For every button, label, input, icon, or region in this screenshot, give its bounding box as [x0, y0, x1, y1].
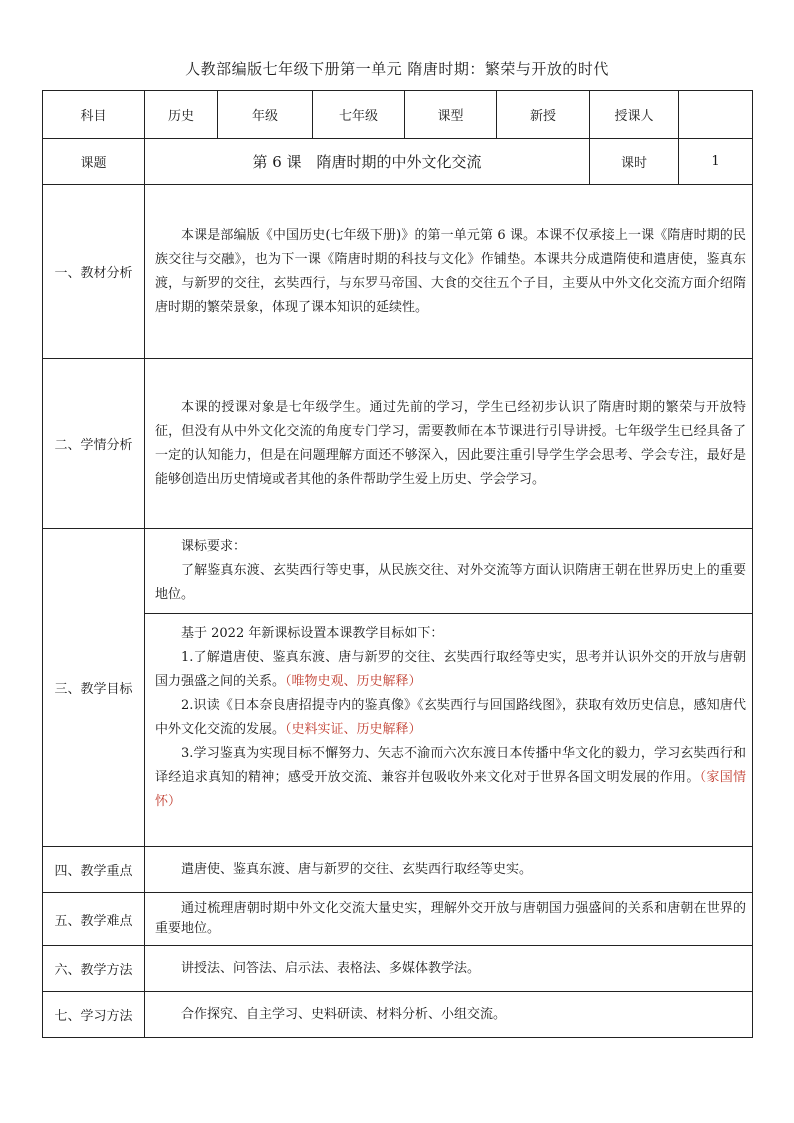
goal-2-literacy-tag: （史料实证、历史解释）: [285, 722, 422, 737]
textbook-analysis-row: [43, 185, 753, 359]
lesson-type-value: 新授: [497, 91, 590, 139]
teaching-goals-label: 三、教学目标: [43, 529, 145, 847]
curriculum-standard-text: 了解鉴真东渡、玄奘西行等史事，从民族交往、对外交流等方面认识隋唐王朝在世界历史上的重要地位。: [155, 563, 746, 602]
info-row: [43, 91, 753, 139]
goal-3-literacy-tag: （家国情怀）: [155, 770, 746, 809]
key-points-label: 四、教学重点: [43, 847, 145, 893]
topic-row: [43, 139, 753, 185]
goal-2: 2.识读《日本奈良唐招提寺内的鉴真像》《玄奘西行与回国路线图》，获取有效历史信息，感知唐代中外文化交流的发展。（史料实证、历史解释）: [155, 698, 746, 737]
student-analysis-text: 本课的授课对象是七年级学生。通过先前的学习，学生已经初步认识了隋唐时期的繁荣与开放特征，但没有从中外文化交流的角度专门学习，需要教师在本节课进行引导讲授。七年级学生已经具备了一定的认知能力，但是在问题理解方面还不够深入，因此要注重引导学生学会思考、学会专注，最好是能够创造出历史情境或者其他的条件帮助学生爱上历史、学会学习。: [155, 399, 746, 487]
student-analysis-row: [43, 359, 753, 529]
subject-label: 科目: [43, 91, 145, 139]
key-points-text: 遣唐使、鉴真东渡、唐与新罗的交往、玄奘西行取经等史实。: [181, 861, 533, 877]
subject-value: 历史: [145, 91, 218, 139]
learning-methods-label: 七、学习方法: [43, 992, 145, 1038]
goal-1: 1.了解遣唐使、鉴真东渡、唐与新罗的交往、玄奘西行取经等史实，思考并认识外交的开放与唐朝国力强盛之间的关系。（唯物史观、历史解释）: [155, 650, 746, 689]
goal-3: 3.学习鉴真为实现目标不懈努力、矢志不渝而六次东渡日本传播中华文化的毅力，学习玄奘西行和译经追求真知的精神；感受开放交流、兼容并包吸收外来文化对于世界各国文明发展的作用。（家国情怀）: [155, 746, 746, 809]
teacher-value: [679, 91, 753, 139]
teaching-goals-row: [43, 529, 753, 847]
goals-block: [145, 613, 752, 814]
topic-label: 课题: [43, 139, 145, 185]
difficulties-label: 五、教学难点: [43, 893, 145, 946]
class-hours-value: 1: [679, 139, 753, 185]
lesson-plan-table: [42, 90, 753, 1038]
grade-label: 年级: [218, 91, 313, 139]
topic-value: 第 6 课 隋唐时期的中外文化交流: [145, 139, 590, 185]
learning-methods-text: 合作探究、自主学习、史料研读、材料分析、小组交流。: [181, 1006, 507, 1022]
goal-1-literacy-tag: （唯物史观、历史解释）: [285, 674, 422, 689]
teaching-methods-label: 六、教学方法: [43, 946, 145, 992]
teaching-methods-text: 讲授法、问答法、启示法、表格法、多媒体教学法。: [181, 960, 481, 976]
teaching-methods-row: [43, 946, 753, 992]
learning-methods-row: [43, 992, 753, 1038]
grade-value: 七年级: [313, 91, 405, 139]
class-hours-label: 课时: [590, 139, 679, 185]
lesson-type-label: 课型: [405, 91, 497, 139]
document-title: 人教部编版七年级下册第一单元 隋唐时期：繁荣与开放的时代: [185, 60, 609, 78]
difficulties-text: 通过梳理唐朝时期中外文化交流大量史实，理解外交开放与唐朝国力强盛间的关系和唐朝在世界的重要地位。: [155, 901, 746, 936]
teacher-label: 授课人: [590, 91, 679, 139]
curriculum-standard-heading: 课标要求：: [181, 539, 247, 554]
key-points-row: [43, 847, 753, 893]
student-analysis-label: 二、学情分析: [43, 359, 145, 529]
textbook-analysis-text: 本课是部编版《中国历史(七年级下册)》的第一单元第 6 课。本课不仅承接上一课《隋唐时期的民族交往与交融》，也为下一课《隋唐时期的科技与文化》作铺垫。本课共分成遣隋使和遣唐使，鉴真东渡，与新罗的交往，玄奘西行，与东罗马帝国、大食的交往五个子目，主要从中外文化交流方面介绍隋唐时期的繁荣景象，体现了课本知识的延续性。: [155, 227, 746, 315]
difficulties-row: [43, 893, 753, 946]
goals-intro: 基于 2022 年新课标设置本课教学目标如下：: [181, 626, 444, 641]
textbook-analysis-label: 一、教材分析: [43, 185, 145, 359]
